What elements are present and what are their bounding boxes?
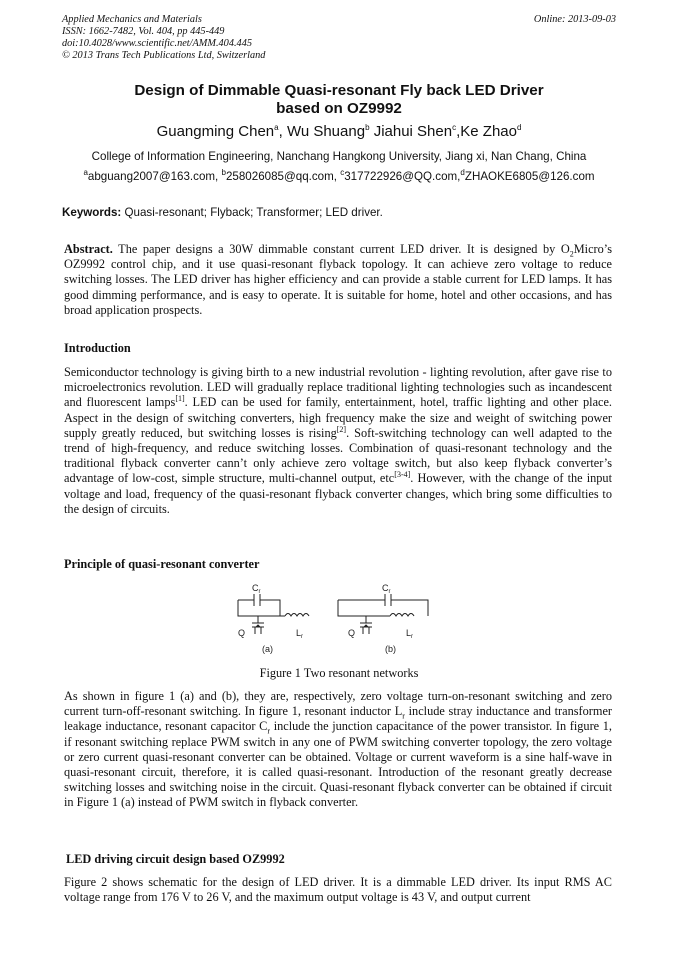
email-sup: a [83,168,88,178]
author-list [62,123,616,141]
subscript: r [402,711,405,721]
body-text: include the junction capacitance of the power transistor. In figure 1, if resonant switching replace PWM switch in any one of PWM switching converter topology, the zero voltage or zero current quasi-resonant converter can be obtained. Voltage or current waveform is a sine half-wave in quasi-resonant circuit, therefore, it is called quasi-resonant. Introduction of the resonant greatly decrease switching losses and switching noise in the circuit. Quasi-resonant flyback converter can be obtained if circuit in Figure 1 (a) instead of PWM switch in flyback converter. [64,719,613,810]
journal-header [62,14,616,62]
abstract-label: Abstract. [64,242,113,256]
email-sup: b [221,168,226,178]
author-sup: b [365,123,370,132]
citation-ref[interactable]: [3-4] [394,470,411,480]
ind-label-a: $L_r$ [296,628,304,640]
switch-label-a: Q [238,628,246,638]
keywords-label: Keywords: [62,206,122,219]
email-link[interactable]: 317722926@QQ.com, [344,170,461,183]
body-text: Figure 2 shows schematic for the design of LED driver. It is a dimmable LED driver. Its input RMS AC voltage range from 176 V to 26 V, and the maximum output voltage is 43 V, and output current [64,875,612,905]
citation-ref[interactable]: [2] [336,424,347,434]
email-sup: d [460,168,465,178]
title-line-1: Design of Dimmable Quasi-resonant Fly back LED Driver [134,82,544,99]
keywords-text: Quasi-resonant; Flyback; Transformer; LED driver. [121,206,383,219]
cap-label-a: $C_r$ [252,583,261,595]
email-link[interactable]: ZHAOKE6805@126.com [464,170,595,183]
email-list [62,170,616,184]
email-link[interactable]: 258026085@qq.com, [225,170,341,183]
label-b: (b) [385,644,396,654]
abstract-subscript: 2 [569,249,574,259]
figure-caption: Figure 1 Two resonant networks [259,666,419,680]
citation-ref[interactable]: [1] [175,394,185,404]
body-text: . LED can be used for family, entertainment, hotel, traffic lighting and other place. Aspect in the design of switching converters, high frequency make the size and weight of switching power supply greatly reduced, but switching losses is rising [64,395,613,440]
keywords [62,206,616,220]
author-sup: a [274,123,279,132]
led-section-paragraph [64,875,612,905]
paper-title [62,82,616,118]
journal-name: Applied Mechanics and Materials [62,14,202,25]
author-sep: , [278,123,287,140]
email-sup: c [340,168,345,178]
cap-label-b: $C_r$ [382,583,391,595]
section-heading-principle: Principle of quasi-resonant converter [64,557,260,571]
author-name: Jiahui Shen [373,123,453,140]
section-heading-led-driving: LED driving circuit design based OZ9992 [66,852,285,866]
online-date: Online: 2013-09-03 [533,14,616,25]
section-heading-introduction: Introduction [64,341,131,355]
abstract-text: The paper designs a 30W dimmable constant current LED driver. It is designed by O [112,242,570,256]
author-name: Wu Shuang [286,123,366,140]
issn-line: ISSN: 1662-7482, Vol. 404, pp 445-449 [62,26,225,37]
introduction-paragraph [64,365,612,517]
circuit-diagram [230,578,450,656]
body-text: . Soft-switching technology can well adapted to the trend of high-frequency, and reduce switching losses. Combination of quasi-resonant technology and the traditional flyback converter cann’t only achieve zero voltage switch, but also keep flyback converter’s advantage of low-cost, simple structure, multi-channel output, etc [64,425,612,486]
copyright-line: © 2013 Trans Tech Publications Ltd, Switzerland [62,50,266,61]
abstract [64,242,612,318]
abstract-text: Micro’s OZ9992 control chip, and it use quasi-resonant flyback topology. It can achieve zero voltage to reduce switching losses. The LED driver has higher efficiency and can provide a stable current for LED lamps. It has good dimming performance, and is easy to operate. It is suitable for home, hotel and other occasions, and has broad application prospects. [64,242,612,317]
body-text: . However, with the change of the input voltage and load, frequency of the quasi-resonant flyback converter changes, which bring some difficulties to the design of circuits. [64,471,613,516]
author-name: Guangming Chen [156,123,275,140]
figure-explanation-paragraph [64,689,612,811]
switch-label-b: Q [348,628,356,638]
author-sup: c [452,123,457,132]
author-name: Ke Zhao [460,123,517,140]
label-a: (a) [262,644,273,654]
body-text: As shown in figure 1 (a) and (b), they are, respectively, zero voltage turn-on-resonant switching and zero current turn-off-resonant switching. In figure 1, resonant inductor L [64,689,612,719]
email-link[interactable]: abguang2007@163.com, [87,170,222,183]
title-line-2: based on OZ9992 [276,100,402,117]
ind-label-b: $L_r$ [406,628,414,640]
subscript: r [267,726,271,736]
figure-1-resonant-networks [230,578,450,656]
affiliation: College of Information Engineering, Nanchang Hangkong University, Jiang xi, Nan Chang, China [91,150,587,163]
body-text: Semiconductor technology is giving birth to a new industrial revolution - lighting revolution, after gave rise to microelectronics revolution. LED will gradually replace traditional lighting technologies such as incandescent and fluorescent lamps [64,365,612,410]
doi-line[interactable]: doi:10.4028/www.scientific.net/AMM.404.445 [62,38,252,49]
author-sep: , [456,123,461,140]
body-text: include stray inductance and transformer leakage inductance, resonant capacitor C [64,704,613,734]
author-sup: d [516,123,522,132]
